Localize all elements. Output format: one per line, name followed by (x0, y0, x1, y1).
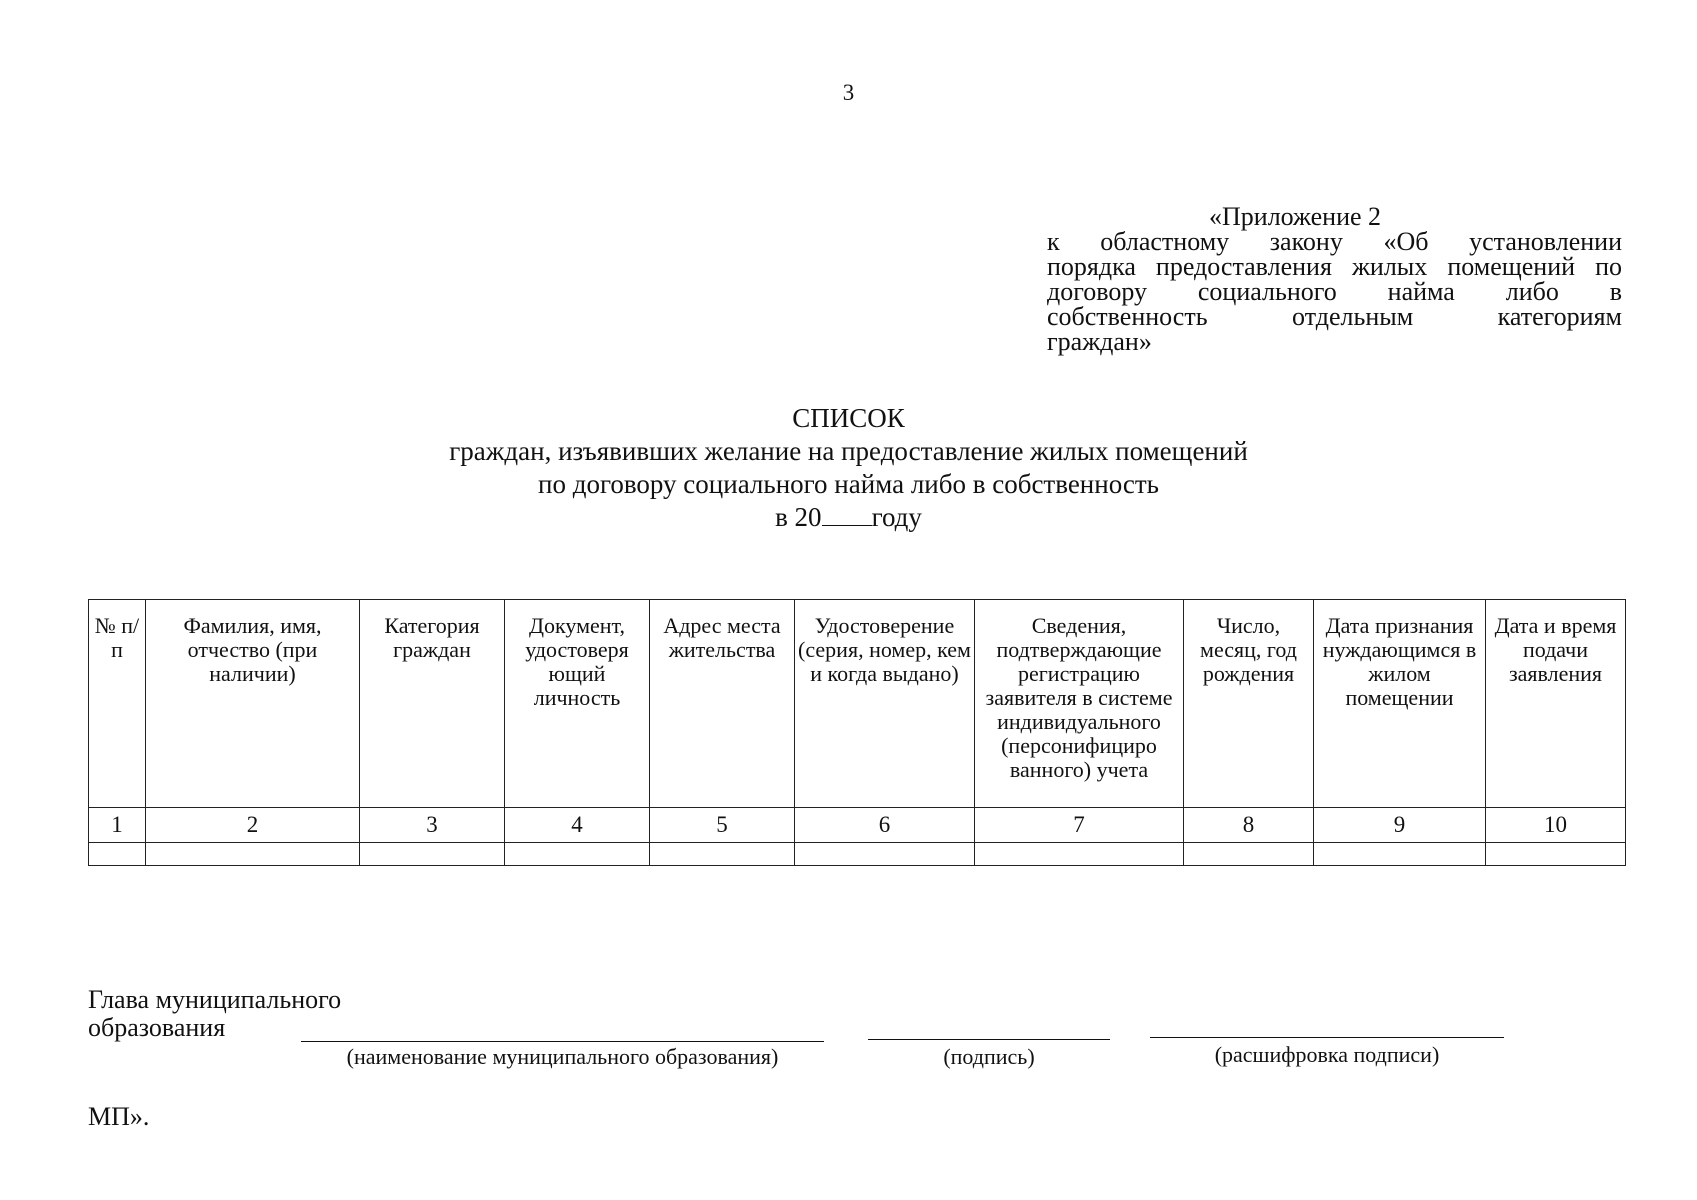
municipality-name-caption: (наименование муниципального образования) (346, 1044, 779, 1069)
empty-cell (89, 843, 146, 866)
document-title: СПИСОК (792, 403, 905, 433)
column-header: Документ, удостоверя ющий личность (505, 600, 650, 808)
empty-cell (360, 843, 505, 866)
empty-cell (650, 843, 795, 866)
appendix-line: договору социального найма либо в (1047, 277, 1622, 306)
column-header: Удостоверение (серия, номер, кем и когда выдано) (795, 600, 975, 808)
column-header: Категория граждан (360, 600, 505, 808)
page-number: 3 (842, 80, 855, 105)
year-suffix: году (871, 502, 922, 532)
signatory-label (88, 986, 341, 1042)
document-year-line (0, 501, 1697, 534)
empty-cell (505, 843, 650, 866)
column-header: Дата и время подачи заявления (1486, 600, 1626, 808)
empty-cell (795, 843, 975, 866)
signature-transcript-line (1150, 1037, 1504, 1038)
column-number: 5 (650, 808, 795, 843)
citizens-list-table (88, 599, 1626, 866)
column-number: 2 (146, 808, 360, 843)
signatory-label-line2: образования (88, 1013, 226, 1042)
municipality-name-line (301, 1041, 824, 1042)
empty-cell (1184, 843, 1314, 866)
appendix-reference (1047, 204, 1622, 354)
column-number: 6 (795, 808, 975, 843)
year-prefix: в 20 (775, 502, 822, 532)
column-number-row (89, 808, 1626, 843)
empty-cell (146, 843, 360, 866)
appendix-line: собственность отдельным категориям (1047, 302, 1622, 331)
column-header: Фамилия, имя, отчество (при наличии) (146, 600, 360, 808)
stamp-mark: МП». (88, 1102, 150, 1131)
column-number: 4 (505, 808, 650, 843)
empty-cell (975, 843, 1184, 866)
appendix-title: «Приложение 2 (1209, 202, 1382, 231)
signature-transcript-caption: (расшифровка подписи) (1214, 1042, 1440, 1067)
appendix-line: к областному закону «Об установлении (1047, 227, 1622, 256)
column-number: 10 (1486, 808, 1626, 843)
empty-cell (1314, 843, 1486, 866)
column-header: Число, месяц, год рождения (1184, 600, 1314, 808)
column-number: 7 (975, 808, 1184, 843)
column-number: 3 (360, 808, 505, 843)
appendix-line: порядка предоставления жилых помещений по (1047, 252, 1622, 281)
document-heading (0, 402, 1697, 534)
signatory-label-line1: Глава муниципального (88, 985, 342, 1014)
empty-cell (1486, 843, 1626, 866)
column-header: № п/п (89, 600, 146, 808)
signature-line (868, 1039, 1110, 1040)
signature-caption: (подпись) (943, 1044, 1035, 1069)
column-number: 1 (89, 808, 146, 843)
year-blank (822, 505, 872, 526)
column-number: 9 (1314, 808, 1486, 843)
column-header: Сведения, подтверждающие регистрацию заявителя в системе индивидуального (персонифициро ванного) учета (975, 600, 1184, 808)
table-row (89, 843, 1626, 866)
column-number: 8 (1184, 808, 1314, 843)
document-subtitle-line2: по договору социального найма либо в собственность (538, 469, 1159, 499)
table-header-row (89, 600, 1626, 808)
document-subtitle-line1: граждан, изъявивших желание на предоставление жилых помещений (449, 436, 1248, 466)
column-header: Адрес места жительства (650, 600, 795, 808)
appendix-line: граждан» (1047, 327, 1152, 356)
column-header: Дата признания нуждающимся в жилом помещении (1314, 600, 1486, 808)
